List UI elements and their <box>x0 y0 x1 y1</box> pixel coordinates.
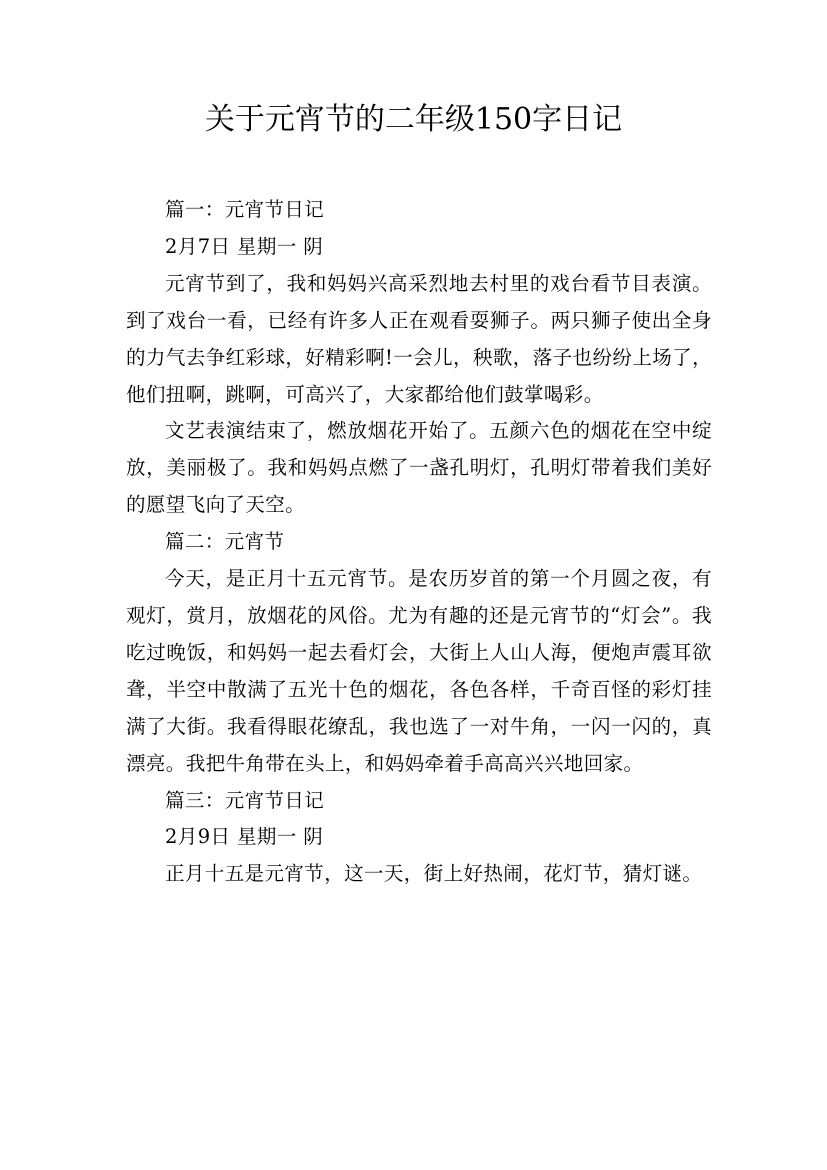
document-title: 关于元宵节的二年级150字日记 <box>204 102 623 137</box>
section-heading-3: 篇三：元宵节日记 <box>165 788 325 812</box>
paragraph: 元宵节到了，我和妈妈兴高采烈地去村里的戏台看节目表演。到了戏台一看，已经有许多人正在观看耍狮子。两只狮子使出全身的力气去争红彩球，好精彩啊!一会儿，秧歌，落子也纷纷上场了，他们扭啊，跳啊，可高兴了，大家都给他们鼓掌喝彩。 <box>126 271 712 406</box>
date-line-3: 2月9日 星期一 阴 <box>165 825 324 849</box>
document-body <box>126 192 712 893</box>
date-line-1: 2月7日 星期一 阴 <box>165 234 324 258</box>
paragraph: 今天，是正月十五元宵节。是农历岁首的第一个月圆之夜，有观灯，赏月，放烟花的风俗。尤为有趣的还是元宵节的“灯会”。我吃过晚饭，和妈妈一起去看灯会，大街上人山人海，便炮声震耳欲聋，半空中散满了五光十色的烟花，各色各样，千奇百怪的彩灯挂满了大街。我看得眼花缭乱，我也选了一对牛角，一闪一闪的，真漂亮。我把牛角带在头上，和妈妈牵着手高高兴兴地回家。 <box>126 567 712 775</box>
paragraph: 正月十五是元宵节，这一天，街上好热闹，花灯节，猜灯谜。 <box>165 862 703 886</box>
section-heading-1: 篇一：元宵节日记 <box>165 198 325 221</box>
paragraph: 文艺表演结束了，燃放烟花开始了。五颜六色的烟花在空中绽放，美丽极了。我和妈妈点燃了一盏孔明灯，孔明灯带着我们美好的愿望飞向了天空。 <box>126 419 712 517</box>
section-heading-2: 篇二：元宵节 <box>165 530 285 554</box>
